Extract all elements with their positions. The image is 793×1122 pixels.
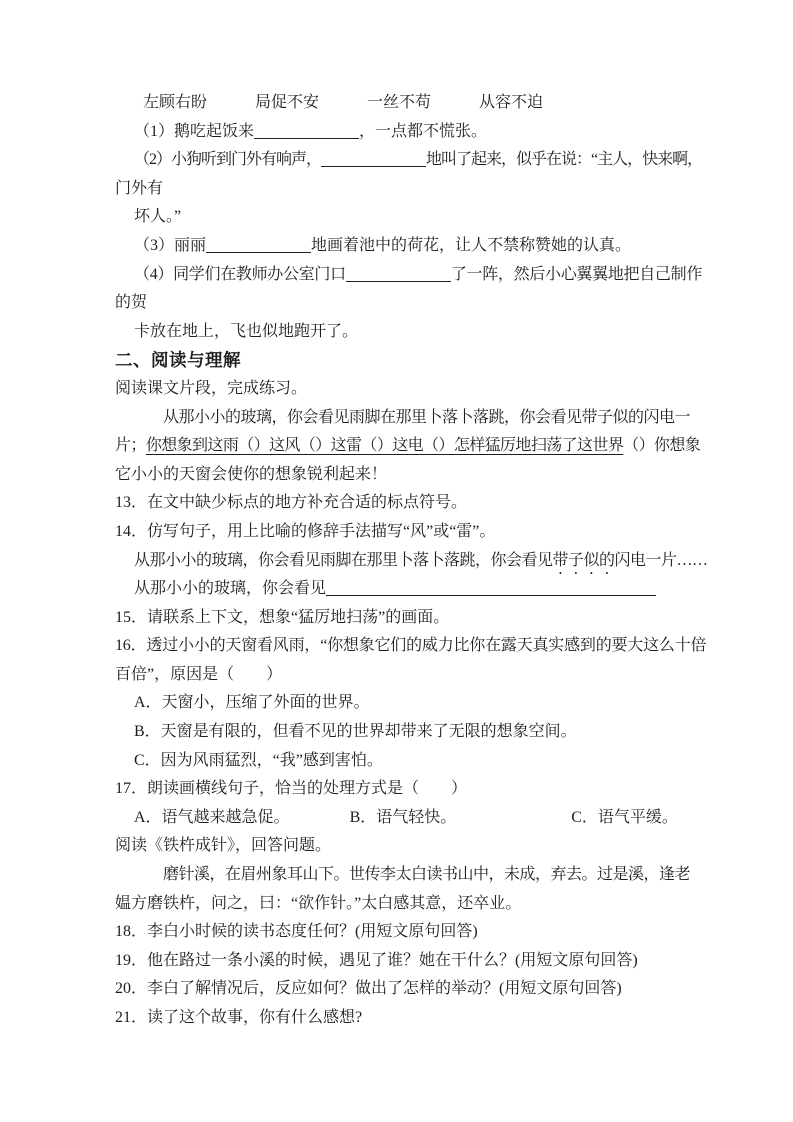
question-20 — [115, 975, 703, 1004]
text-segment: （3）丽丽 — [134, 236, 207, 254]
question-17 — [115, 775, 703, 804]
text-segment: 阅读课文片段，完成练习。 — [115, 379, 308, 397]
text-segment: 21．读了这个故事，你有什么感想? — [115, 1009, 363, 1026]
text-segment: 百倍”，原因是（ ） — [115, 665, 283, 683]
text-segment: ，一点都不慌张。 — [359, 122, 488, 140]
question-17-option-c: C．语气平缓。 — [571, 808, 678, 826]
text-segment: 15．请联系上下文，想象“猛厉地扫荡”的画面。 — [115, 608, 450, 626]
question-18 — [115, 918, 703, 947]
emphasized-phrase: 带子似的 — [552, 551, 615, 569]
question-17-option-b: B．语气轻快。 — [349, 808, 457, 826]
answer-blank-3 — [206, 238, 311, 253]
text-segment: 片； — [115, 437, 146, 455]
fill-blank-sentence-3 — [115, 232, 703, 261]
text-segment: 阅读《铁杵成针》，回答问题。 — [115, 837, 332, 855]
question-17-options-row — [115, 804, 703, 833]
question-14-example — [115, 547, 708, 576]
text-segment: C．因为风雨猛烈，“我”感到害怕。 — [134, 751, 383, 769]
text-segment: 地画着池中的荷花，让人不禁称赞她的认真。 — [311, 236, 632, 254]
sentence-2-continuation-b — [115, 203, 703, 232]
section-heading-text: 二、阅读与理解 — [115, 350, 241, 371]
text-segment: 的贺 — [115, 294, 148, 312]
answer-blank-14 — [326, 581, 656, 596]
passage-line-3 — [115, 461, 703, 490]
text-segment: 从那小小的玻璃，你会看见 — [134, 580, 327, 598]
fill-blank-sentence-4 — [115, 261, 703, 290]
passage-line-1 — [115, 404, 703, 433]
word-bank-item-1: 左顾右盼 — [143, 94, 208, 111]
text-segment: 了一阵，然后小心翼翼地把自己制作 — [450, 265, 703, 283]
question-15 — [115, 604, 703, 633]
text-segment: 卡放在地上，飞也似地跑开了。 — [134, 322, 359, 340]
text-segment: 16．透过小小的天窗看风雨，“你想象它们的威力比你在露天真实感到的要大这么十倍 — [115, 637, 707, 655]
question-21 — [115, 1004, 703, 1033]
text-segment: 磨针溪，在眉州象耳山下。世传李太白读书山中，未成，弃去。过是溪，逢老 — [163, 866, 691, 884]
document-lines — [115, 89, 708, 1033]
passage-line-2 — [115, 432, 703, 461]
text-segment: 19．他在路过一条小溪的时候，遇见了谁？她在干什么？(用短文原句回答) — [115, 951, 638, 969]
text-segment: B．天窗是有限的，但看不见的世界却带来了无限的想象空间。 — [134, 723, 577, 741]
text-segment: 门外有 — [115, 179, 164, 197]
word-bank-item-2: 局促不安 — [255, 94, 320, 111]
sentence-2-continuation-a — [115, 175, 703, 204]
fill-blank-sentence-2 — [115, 146, 703, 175]
text-segment: 地叫了起来，似乎在说：“主人，快来啊， — [426, 151, 703, 169]
answer-blank-4 — [346, 267, 451, 282]
text-segment: 它小小的天窗会使你的想象锐利起来！ — [115, 465, 388, 483]
answer-blank-2 — [321, 152, 426, 167]
sentence-4-continuation-b — [115, 318, 703, 347]
question-16-option-a — [115, 689, 703, 718]
question-16-option-c — [115, 747, 703, 776]
text-segment: （4）同学们在教师办公室门口 — [134, 265, 346, 283]
question-16-continuation — [115, 661, 703, 690]
question-13 — [115, 489, 703, 518]
question-19 — [115, 947, 703, 976]
section-heading — [115, 346, 703, 375]
text-segment: （1）鹅吃起饭来 — [134, 122, 255, 140]
passage-2-line-1 — [115, 861, 703, 890]
passage-2-line-2 — [115, 890, 703, 919]
text-segment: 从那小小的玻璃，你会看见雨脚在那里卜落卜落跳，你会看见 — [134, 551, 553, 569]
answer-blank-1 — [254, 124, 359, 139]
text-segment: （）你想象 — [623, 437, 701, 455]
passage-2-instruction — [115, 832, 703, 861]
text-segment: 20．李白了解情况后，反应如何？做出了怎样的举动？(用短文原句回答) — [115, 980, 622, 998]
question-14 — [115, 518, 703, 547]
underlined-passage: 你想象到这雨（）这风（）这雷（）这电（）怎样猛厉地扫荡了这世界 — [145, 437, 624, 455]
text-segment: 闪电一片…… — [614, 551, 708, 569]
text-segment: 从那小小的玻璃，你会看见雨脚在那里卜落卜落跳，你会看见带子似的闪电一 — [163, 408, 691, 426]
word-bank-item-4: 从容不迫 — [479, 94, 544, 111]
word-bank-item-3: 一丝不苟 — [367, 94, 432, 111]
text-segment: A．天窗小，压缩了外面的世界。 — [134, 694, 370, 712]
word-bank-row — [115, 89, 703, 118]
text-segment: 坏人。” — [134, 208, 182, 226]
passage-instruction — [115, 375, 703, 404]
question-16 — [115, 632, 707, 661]
text-segment: 媪方磨铁杵，问之，曰：“欲作针。”太白感其意，还卒业。 — [115, 894, 522, 912]
question-17-option-a: A．语气越来越急促。 — [134, 808, 290, 826]
sentence-4-continuation-a — [115, 289, 703, 318]
text-segment: 13．在文中缺少标点的地方补充合适的标点符号。 — [115, 494, 468, 512]
text-segment: 18．李白小时候的读书态度任何？(用短文原句回答) — [115, 923, 478, 941]
fill-blank-sentence-1 — [115, 118, 703, 147]
question-16-option-b — [115, 718, 703, 747]
text-segment: （2）小狗听到门外有响声， — [134, 151, 322, 169]
question-14-answer-line — [115, 575, 703, 604]
text-segment: 14．仿写句子，用上比喻的修辞手法描写“风”或“雷”。 — [115, 522, 496, 540]
text-segment: 17．朗读画横线句子，恰当的处理方式是（ ） — [115, 780, 468, 798]
